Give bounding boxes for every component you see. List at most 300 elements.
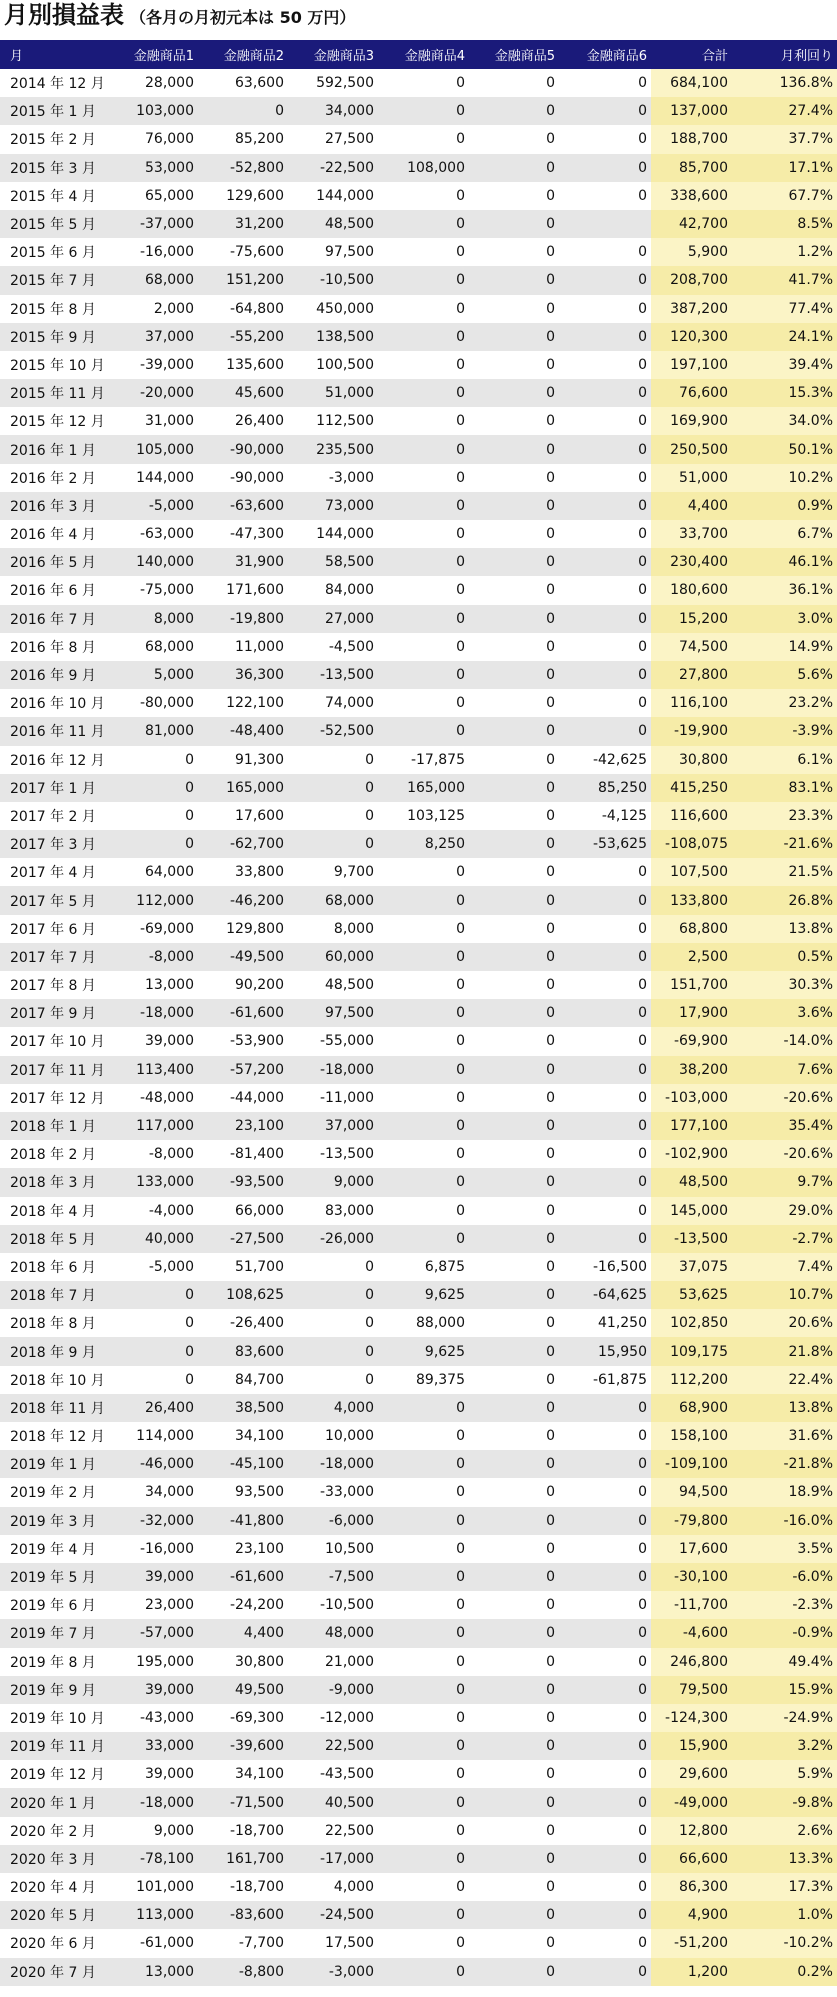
cell-total: 116,100 — [651, 689, 732, 717]
cell-month: 2015 年 6 月 — [0, 238, 108, 266]
cell-product-5: 0 — [469, 1619, 559, 1647]
cell-product-1: -5,000 — [108, 1253, 198, 1281]
cell-product-3: -11,000 — [288, 1084, 378, 1112]
cell-product-2: -61,600 — [198, 999, 288, 1027]
table-body — [0, 69, 837, 1986]
cell-product-5: 0 — [469, 125, 559, 153]
table-row — [0, 1140, 837, 1168]
cell-product-4: 0 — [378, 295, 469, 323]
cell-total: 15,900 — [651, 1732, 732, 1760]
cell-month: 2020 年 7 月 — [0, 1958, 108, 1986]
cell-monthly-return: 23.3% — [732, 802, 837, 830]
table-row — [0, 746, 837, 774]
cell-product-5: 0 — [469, 1168, 559, 1196]
cell-product-5: 0 — [469, 210, 559, 238]
cell-product-3: -33,000 — [288, 1478, 378, 1506]
cell-monthly-return: 0.9% — [732, 492, 837, 520]
cell-product-5: 0 — [469, 1337, 559, 1365]
cell-total: 74,500 — [651, 633, 732, 661]
cell-product-1: 65,000 — [108, 182, 198, 210]
table-row — [0, 915, 837, 943]
cell-product-4: 0 — [378, 1732, 469, 1760]
cell-product-4: 0 — [378, 858, 469, 886]
cell-product-1: -4,000 — [108, 1197, 198, 1225]
cell-monthly-return: 8.5% — [732, 210, 837, 238]
cell-product-6: 0 — [559, 435, 651, 463]
cell-total: 120,300 — [651, 323, 732, 351]
cell-product-5: 0 — [469, 1901, 559, 1929]
table-row — [0, 464, 837, 492]
table-row — [0, 971, 837, 999]
cell-product-4: 0 — [378, 915, 469, 943]
table-row — [0, 1450, 837, 1478]
cell-product-6: 0 — [559, 689, 651, 717]
cell-monthly-return: 17.1% — [732, 154, 837, 182]
cell-product-1: 26,400 — [108, 1394, 198, 1422]
cell-product-2: 0 — [198, 97, 288, 125]
cell-product-1: 113,000 — [108, 1901, 198, 1929]
table-row — [0, 435, 837, 463]
cell-product-2: 151,200 — [198, 266, 288, 294]
cell-product-4: 0 — [378, 689, 469, 717]
cell-product-1: 0 — [108, 830, 198, 858]
cell-product-6: 0 — [559, 1478, 651, 1506]
cell-product-4: 0 — [378, 125, 469, 153]
cell-product-6: 0 — [559, 464, 651, 492]
table-row — [0, 774, 837, 802]
cell-product-3: -13,500 — [288, 1140, 378, 1168]
cell-monthly-return: 0.2% — [732, 1958, 837, 1986]
cell-product-2: 51,700 — [198, 1253, 288, 1281]
cell-product-2: -81,400 — [198, 1140, 288, 1168]
cell-product-1: -75,000 — [108, 576, 198, 604]
cell-total: 188,700 — [651, 125, 732, 153]
cell-product-3: -9,000 — [288, 1676, 378, 1704]
cell-month: 2017 年 1 月 — [0, 774, 108, 802]
cell-product-6: 0 — [559, 1732, 651, 1760]
cell-product-3: 100,500 — [288, 351, 378, 379]
cell-product-1: 23,000 — [108, 1591, 198, 1619]
cell-month: 2017 年 12 月 — [0, 1084, 108, 1112]
cell-month: 2017 年 9 月 — [0, 999, 108, 1027]
cell-total: 17,900 — [651, 999, 732, 1027]
cell-product-1: -20,000 — [108, 379, 198, 407]
cell-product-4: 0 — [378, 1817, 469, 1845]
cell-product-3: 21,000 — [288, 1648, 378, 1676]
cell-monthly-return: 46.1% — [732, 548, 837, 576]
cell-product-2: -8,800 — [198, 1958, 288, 1986]
cell-monthly-return: 15.9% — [732, 1676, 837, 1704]
cell-product-6: 0 — [559, 379, 651, 407]
cell-product-6: 0 — [559, 1197, 651, 1225]
cell-total: 684,100 — [651, 69, 732, 97]
cell-product-1: -8,000 — [108, 1140, 198, 1168]
cell-product-2: -90,000 — [198, 464, 288, 492]
cell-month: 2018 年 9 月 — [0, 1337, 108, 1365]
cell-product-1: 76,000 — [108, 125, 198, 153]
cell-product-2: -75,600 — [198, 238, 288, 266]
cell-product-3: 27,500 — [288, 125, 378, 153]
cell-total: 29,600 — [651, 1760, 732, 1788]
cell-product-4: 8,250 — [378, 830, 469, 858]
cell-month: 2016 年 5 月 — [0, 548, 108, 576]
cell-product-5: 0 — [469, 295, 559, 323]
cell-product-2: 11,000 — [198, 633, 288, 661]
cell-product-6: 0 — [559, 1563, 651, 1591]
cell-product-1: -16,000 — [108, 238, 198, 266]
cell-product-2: 83,600 — [198, 1337, 288, 1365]
cell-total: 76,600 — [651, 379, 732, 407]
cell-product-2: -49,500 — [198, 943, 288, 971]
cell-product-3: -22,500 — [288, 154, 378, 182]
cell-product-2: -71,500 — [198, 1788, 288, 1816]
cell-product-4: 0 — [378, 605, 469, 633]
cell-product-1: 103,000 — [108, 97, 198, 125]
cell-month: 2018 年 6 月 — [0, 1253, 108, 1281]
cell-product-6: 0 — [559, 1535, 651, 1563]
cell-product-4: 0 — [378, 1929, 469, 1957]
table-row — [0, 717, 837, 745]
cell-product-4: 0 — [378, 633, 469, 661]
cell-product-4: -17,875 — [378, 746, 469, 774]
table-row — [0, 351, 837, 379]
cell-total: 68,800 — [651, 915, 732, 943]
cell-product-2: 31,200 — [198, 210, 288, 238]
cell-product-3: -26,000 — [288, 1225, 378, 1253]
table-row — [0, 1929, 837, 1957]
cell-product-5: 0 — [469, 1676, 559, 1704]
cell-product-6: 0 — [559, 1112, 651, 1140]
cell-product-5: 0 — [469, 858, 559, 886]
cell-product-3: -6,000 — [288, 1507, 378, 1535]
cell-product-1: 8,000 — [108, 605, 198, 633]
cell-month: 2019 年 8 月 — [0, 1648, 108, 1676]
cell-total: -79,800 — [651, 1507, 732, 1535]
cell-product-1: -78,100 — [108, 1845, 198, 1873]
cell-product-2: -18,700 — [198, 1873, 288, 1901]
cell-total: 30,800 — [651, 746, 732, 774]
cell-total: 133,800 — [651, 886, 732, 914]
table-row — [0, 1197, 837, 1225]
cell-product-5: 0 — [469, 1366, 559, 1394]
cell-product-5: 0 — [469, 1929, 559, 1957]
cell-total: 53,625 — [651, 1281, 732, 1309]
cell-product-2: -53,900 — [198, 1027, 288, 1055]
cell-product-3: 0 — [288, 830, 378, 858]
cell-product-6: 0 — [559, 323, 651, 351]
cell-month: 2017 年 10 月 — [0, 1027, 108, 1055]
cell-product-1: 81,000 — [108, 717, 198, 745]
cell-product-6: 0 — [559, 1027, 651, 1055]
cell-product-6: -64,625 — [559, 1281, 651, 1309]
cell-monthly-return: 34.0% — [732, 407, 837, 435]
cell-product-1: 64,000 — [108, 858, 198, 886]
cell-product-5: 0 — [469, 661, 559, 689]
cell-month: 2019 年 7 月 — [0, 1619, 108, 1647]
table-row — [0, 1337, 837, 1365]
cell-product-5: 0 — [469, 1450, 559, 1478]
cell-month: 2020 年 6 月 — [0, 1929, 108, 1957]
cell-product-1: 68,000 — [108, 266, 198, 294]
cell-product-5: 0 — [469, 1648, 559, 1676]
cell-product-4: 0 — [378, 520, 469, 548]
cell-total: 102,850 — [651, 1309, 732, 1337]
cell-product-4: 0 — [378, 943, 469, 971]
cell-product-6: 0 — [559, 520, 651, 548]
cell-product-6: 0 — [559, 492, 651, 520]
cell-product-2: -63,600 — [198, 492, 288, 520]
cell-product-5: 0 — [469, 1027, 559, 1055]
cell-monthly-return: 26.8% — [732, 886, 837, 914]
cell-product-4: 0 — [378, 717, 469, 745]
cell-monthly-return: 22.4% — [732, 1366, 837, 1394]
cell-product-4: 0 — [378, 492, 469, 520]
cell-month: 2018 年 11 月 — [0, 1394, 108, 1422]
cell-product-5: 0 — [469, 1958, 559, 1986]
cell-month: 2019 年 5 月 — [0, 1563, 108, 1591]
cell-product-3: 83,000 — [288, 1197, 378, 1225]
cell-product-6: 0 — [559, 1084, 651, 1112]
table-row — [0, 1253, 837, 1281]
cell-month: 2018 年 5 月 — [0, 1225, 108, 1253]
cell-product-2: -39,600 — [198, 1732, 288, 1760]
cell-product-1: -43,000 — [108, 1704, 198, 1732]
cell-product-4: 0 — [378, 435, 469, 463]
cell-product-4: 0 — [378, 661, 469, 689]
cell-product-6: 0 — [559, 605, 651, 633]
cell-product-2: 36,300 — [198, 661, 288, 689]
cell-product-3: -12,000 — [288, 1704, 378, 1732]
cell-product-2: 38,500 — [198, 1394, 288, 1422]
cell-monthly-return: 36.1% — [732, 576, 837, 604]
cell-product-5: 0 — [469, 1056, 559, 1084]
cell-product-5: 0 — [469, 238, 559, 266]
table-row — [0, 1112, 837, 1140]
cell-monthly-return: 17.3% — [732, 1873, 837, 1901]
cell-monthly-return: -2.3% — [732, 1591, 837, 1619]
cell-total: 116,600 — [651, 802, 732, 830]
cell-product-2: 23,100 — [198, 1535, 288, 1563]
column-header-product-6: 金融商品6 — [559, 40, 651, 69]
cell-product-4: 0 — [378, 1140, 469, 1168]
cell-product-5: 0 — [469, 1394, 559, 1422]
cell-product-4: 0 — [378, 210, 469, 238]
cell-product-4: 165,000 — [378, 774, 469, 802]
cell-product-3: 592,500 — [288, 69, 378, 97]
cell-product-1: -18,000 — [108, 999, 198, 1027]
cell-monthly-return: 35.4% — [732, 1112, 837, 1140]
cell-month: 2019 年 11 月 — [0, 1732, 108, 1760]
column-header-monthly-return: 月利回り — [732, 40, 837, 69]
cell-monthly-return: 27.4% — [732, 97, 837, 125]
cell-product-6 — [559, 210, 651, 238]
table-row — [0, 1958, 837, 1986]
cell-product-4: 0 — [378, 886, 469, 914]
cell-product-4: 0 — [378, 1478, 469, 1506]
cell-monthly-return: 3.6% — [732, 999, 837, 1027]
cell-product-6: 0 — [559, 69, 651, 97]
cell-product-5: 0 — [469, 774, 559, 802]
cell-month: 2020 年 1 月 — [0, 1788, 108, 1816]
cell-product-6: 0 — [559, 548, 651, 576]
cell-product-5: 0 — [469, 520, 559, 548]
cell-total: -51,200 — [651, 1929, 732, 1957]
cell-product-4: 0 — [378, 1027, 469, 1055]
cell-product-5: 0 — [469, 1873, 559, 1901]
table-row — [0, 1873, 837, 1901]
cell-product-5: 0 — [469, 999, 559, 1027]
cell-monthly-return: 23.2% — [732, 689, 837, 717]
cell-product-6: 0 — [559, 1817, 651, 1845]
cell-product-4: 9,625 — [378, 1281, 469, 1309]
cell-month: 2019 年 10 月 — [0, 1704, 108, 1732]
table-row — [0, 125, 837, 153]
cell-product-6: 0 — [559, 1422, 651, 1450]
cell-total: 48,500 — [651, 1168, 732, 1196]
cell-product-6: 0 — [559, 1845, 651, 1873]
cell-product-3: 60,000 — [288, 943, 378, 971]
cell-product-4: 0 — [378, 379, 469, 407]
cell-month: 2015 年 4 月 — [0, 182, 108, 210]
cell-product-5: 0 — [469, 154, 559, 182]
cell-product-1: 0 — [108, 774, 198, 802]
table-row — [0, 323, 837, 351]
cell-monthly-return: 2.6% — [732, 1817, 837, 1845]
cell-monthly-return: 41.7% — [732, 266, 837, 294]
cell-product-1: 195,000 — [108, 1648, 198, 1676]
cell-product-6: 0 — [559, 1591, 651, 1619]
cell-monthly-return: -14.0% — [732, 1027, 837, 1055]
cell-product-4: 9,625 — [378, 1337, 469, 1365]
cell-product-2: -64,800 — [198, 295, 288, 323]
cell-product-2: 85,200 — [198, 125, 288, 153]
cell-product-2: -26,400 — [198, 1309, 288, 1337]
cell-product-1: 117,000 — [108, 1112, 198, 1140]
cell-total: 145,000 — [651, 1197, 732, 1225]
cell-product-3: 450,000 — [288, 295, 378, 323]
cell-product-1: -61,000 — [108, 1929, 198, 1957]
cell-product-1: 113,400 — [108, 1056, 198, 1084]
cell-product-1: 5,000 — [108, 661, 198, 689]
cell-month: 2020 年 4 月 — [0, 1873, 108, 1901]
cell-month: 2016 年 2 月 — [0, 464, 108, 492]
cell-monthly-return: 49.4% — [732, 1648, 837, 1676]
cell-product-6: 0 — [559, 633, 651, 661]
cell-monthly-return: 13.3% — [732, 1845, 837, 1873]
table-row — [0, 605, 837, 633]
cell-product-5: 0 — [469, 605, 559, 633]
cell-product-6: 0 — [559, 915, 651, 943]
cell-product-3: 4,000 — [288, 1394, 378, 1422]
cell-product-1: 13,000 — [108, 971, 198, 999]
cell-product-5: 0 — [469, 830, 559, 858]
cell-product-3: -4,500 — [288, 633, 378, 661]
cell-total: 66,600 — [651, 1845, 732, 1873]
cell-monthly-return: 39.4% — [732, 351, 837, 379]
cell-total: -13,500 — [651, 1225, 732, 1253]
cell-product-1: -8,000 — [108, 943, 198, 971]
cell-product-5: 0 — [469, 1817, 559, 1845]
cell-month: 2014 年 12 月 — [0, 69, 108, 97]
cell-product-2: -62,700 — [198, 830, 288, 858]
cell-product-4: 0 — [378, 1197, 469, 1225]
cell-product-4: 0 — [378, 1507, 469, 1535]
table-row — [0, 1732, 837, 1760]
cell-product-3: 34,000 — [288, 97, 378, 125]
column-header-month: 月 — [0, 40, 108, 69]
cell-month: 2015 年 11 月 — [0, 379, 108, 407]
cell-product-3: 8,000 — [288, 915, 378, 943]
cell-product-4: 89,375 — [378, 1366, 469, 1394]
cell-product-1: 39,000 — [108, 1676, 198, 1704]
cell-product-3: 51,000 — [288, 379, 378, 407]
cell-product-4: 0 — [378, 1563, 469, 1591]
cell-product-2: 63,600 — [198, 69, 288, 97]
cell-month: 2019 年 12 月 — [0, 1760, 108, 1788]
table-row — [0, 802, 837, 830]
cell-product-2: 135,600 — [198, 351, 288, 379]
cell-monthly-return: 13.8% — [732, 915, 837, 943]
cell-product-6: -53,625 — [559, 830, 651, 858]
table-row — [0, 1788, 837, 1816]
cell-product-6: 0 — [559, 154, 651, 182]
cell-total: 27,800 — [651, 661, 732, 689]
cell-product-2: -48,400 — [198, 717, 288, 745]
cell-product-3: 37,000 — [288, 1112, 378, 1140]
cell-product-1: 39,000 — [108, 1027, 198, 1055]
cell-monthly-return: 5.6% — [732, 661, 837, 689]
cell-product-5: 0 — [469, 1478, 559, 1506]
cell-product-2: 129,800 — [198, 915, 288, 943]
cell-month: 2018 年 2 月 — [0, 1140, 108, 1168]
cell-product-1: -46,000 — [108, 1450, 198, 1478]
cell-monthly-return: -10.2% — [732, 1929, 837, 1957]
monthly-pl-table — [0, 40, 837, 1986]
cell-month: 2020 年 2 月 — [0, 1817, 108, 1845]
cell-month: 2019 年 2 月 — [0, 1478, 108, 1506]
cell-product-3: 58,500 — [288, 548, 378, 576]
cell-product-3: 4,000 — [288, 1873, 378, 1901]
cell-product-3: 48,500 — [288, 971, 378, 999]
cell-product-6: 0 — [559, 295, 651, 323]
cell-product-4: 0 — [378, 1535, 469, 1563]
cell-product-1: 144,000 — [108, 464, 198, 492]
table-row — [0, 943, 837, 971]
cell-product-5: 0 — [469, 1309, 559, 1337]
cell-product-3: 0 — [288, 1366, 378, 1394]
cell-monthly-return: 6.7% — [732, 520, 837, 548]
cell-month: 2020 年 3 月 — [0, 1845, 108, 1873]
cell-product-1: -5,000 — [108, 492, 198, 520]
cell-product-4: 0 — [378, 1225, 469, 1253]
cell-monthly-return: -20.6% — [732, 1140, 837, 1168]
cell-monthly-return: -21.8% — [732, 1450, 837, 1478]
cell-product-1: 114,000 — [108, 1422, 198, 1450]
cell-product-3: 0 — [288, 774, 378, 802]
cell-product-1: 28,000 — [108, 69, 198, 97]
cell-product-5: 0 — [469, 971, 559, 999]
cell-product-4: 0 — [378, 97, 469, 125]
cell-product-5: 0 — [469, 435, 559, 463]
cell-month: 2018 年 10 月 — [0, 1366, 108, 1394]
cell-product-2: -61,600 — [198, 1563, 288, 1591]
cell-product-1: 0 — [108, 1309, 198, 1337]
cell-product-6: 0 — [559, 1873, 651, 1901]
cell-product-4: 0 — [378, 238, 469, 266]
cell-product-5: 0 — [469, 802, 559, 830]
cell-product-1: -16,000 — [108, 1535, 198, 1563]
cell-product-4: 0 — [378, 182, 469, 210]
